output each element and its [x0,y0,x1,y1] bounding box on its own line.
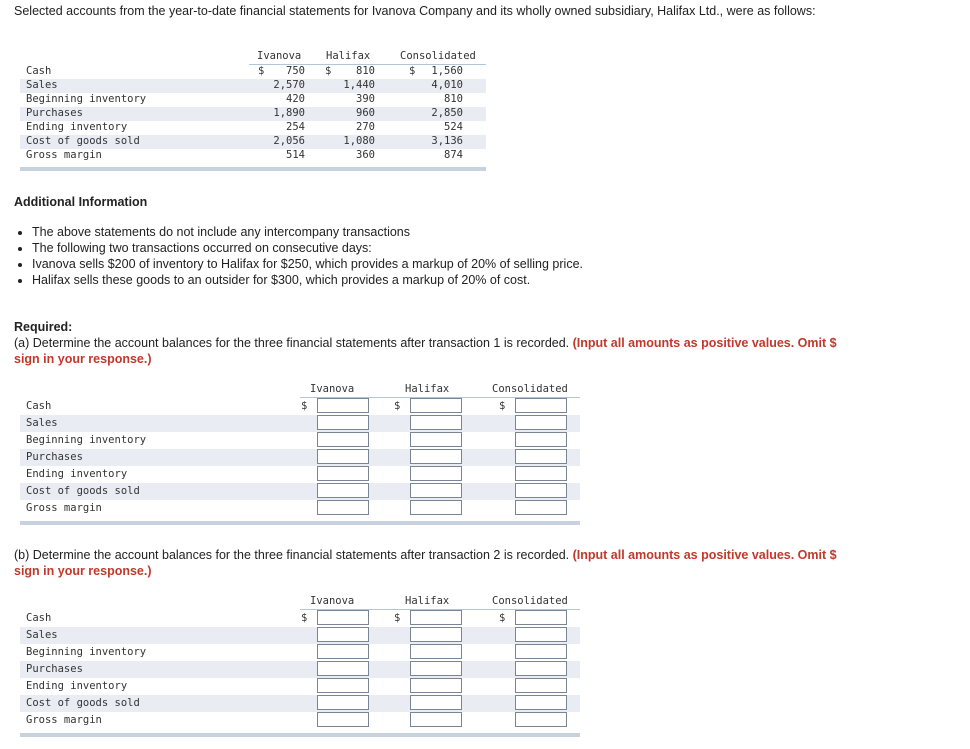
part-b-halifax-input[interactable] [410,661,462,676]
answer-row [20,500,580,517]
given-row [20,79,486,93]
ivanova-value: 514 [286,149,305,161]
ivanova-value: 2,056 [273,135,305,147]
part-a-instructions [14,335,854,367]
table-bottom-bar [20,521,580,525]
answer-row [20,712,580,729]
bullet-item: • The above statements do not include any intercompany transactions [32,224,914,240]
consolidated-dollar: $ [499,400,506,412]
halifax-dollar: $ [394,400,401,412]
ivanova-dollar: $ [301,612,308,624]
part-b-consolidated-input[interactable] [515,678,567,693]
given-row [20,65,486,79]
header-consolidated: Consolidated [492,383,568,395]
part-a-halifax-input[interactable] [410,483,462,498]
part-a-ivanova-input[interactable] [317,483,369,498]
ivanova-value: 750 [286,65,305,77]
part-a-halifax-input[interactable] [410,398,462,413]
header-consolidated: Consolidated [492,595,568,607]
row-label: Beginning inventory [26,434,147,446]
table-bottom-bar [20,167,486,171]
row-label: Cost of goods sold [26,697,140,709]
part-b-ivanova-input[interactable] [317,627,369,642]
part-b-ivanova-input[interactable] [317,695,369,710]
additional-info-list [14,224,914,288]
part-b-halifax-input[interactable] [410,678,462,693]
row-label: Purchases [26,107,83,119]
answer-row [20,432,580,449]
given-row [20,93,486,107]
answer-row [20,466,580,483]
halifax-dollar: $ [394,612,401,624]
part-b-consolidated-input[interactable] [515,712,567,727]
row-label: Purchases [26,451,83,463]
bullet-item: • Ivanova sells $200 of inventory to Halifax for $250, which provides a markup of 20% of selling price. [32,256,914,272]
row-label: Cash [26,612,52,624]
consolidated-dollar: $ [499,612,506,624]
header-ivanova: Ivanova [257,50,302,62]
answer-b-header [20,595,580,609]
row-label: Ending inventory [26,680,128,692]
part-a-ivanova-input[interactable] [317,415,369,430]
given-row [20,121,486,135]
ivanova-value: 1,890 [273,107,305,119]
ivanova-value: 254 [286,121,305,133]
part-b-consolidated-input[interactable] [515,627,567,642]
row-label: Cash [26,65,52,77]
halifax-value: 390 [356,93,375,105]
part-a-ivanova-input[interactable] [317,432,369,447]
part-a-note: (Input all amounts as positive values. Omit $ sign in your response.) [14,336,837,366]
part-a-halifax-input[interactable] [410,415,462,430]
halifax-value: 1,080 [343,135,375,147]
part-a-consolidated-input[interactable] [515,500,567,515]
row-label: Cash [26,400,52,412]
header-ivanova: Ivanova [310,595,355,607]
bullet-item: • The following two transactions occurred on consecutive days: [32,240,914,256]
row-label: Sales [26,79,58,91]
ivanova-value: 2,570 [273,79,305,91]
answer-row [20,483,580,500]
part-a-consolidated-input[interactable] [515,432,567,447]
part-b-halifax-input[interactable] [410,610,462,625]
halifax-value: 360 [356,149,375,161]
part-b-consolidated-input[interactable] [515,695,567,710]
row-label: Beginning inventory [26,93,147,105]
halifax-value: 810 [356,65,375,77]
header-halifax: Halifax [405,383,450,395]
given-row [20,135,486,149]
additional-info-heading: Additional Information [14,195,148,209]
bullet-item: • Halifax sells these goods to an outsider for $300, which provides a markup of 20% of cost. [32,272,914,288]
halifax-value: 270 [356,121,375,133]
given-accounts-table [20,50,486,171]
header-ivanova: Ivanova [310,383,355,395]
given-row [20,107,486,121]
row-label: Gross margin [26,149,102,161]
answer-row [20,644,580,661]
ivanova-dollar: $ [301,400,308,412]
part-a-consolidated-input[interactable] [515,449,567,464]
row-label: Beginning inventory [26,646,147,658]
answer-row [20,449,580,466]
header-halifax: Halifax [405,595,450,607]
part-a-consolidated-input[interactable] [515,415,567,430]
part-a-consolidated-input[interactable] [515,483,567,498]
answer-row [20,627,580,644]
consolidated-dollar: $ [409,65,416,77]
part-b-halifax-input[interactable] [410,712,462,727]
part-b-ivanova-input[interactable] [317,644,369,659]
answer-row [20,661,580,678]
part-b-ivanova-input[interactable] [317,712,369,727]
part-b-consolidated-input[interactable] [515,610,567,625]
halifax-value: 960 [356,107,375,119]
part-b-halifax-input[interactable] [410,627,462,642]
consolidated-value: 3,136 [431,135,463,147]
row-label: Ending inventory [26,468,128,480]
required-heading: Required: [14,320,73,334]
part-b-ivanova-input[interactable] [317,610,369,625]
part-b-halifax-input[interactable] [410,644,462,659]
part-a-consolidated-input[interactable] [515,398,567,413]
intro-text: Selected accounts from the year-to-date financial statements for Ivanova Company and its wholly owned subsidiary, Halifax Ltd., were as follows: [14,4,816,18]
ivanova-value: 420 [286,93,305,105]
halifax-dollar: $ [325,65,332,77]
part-b-consolidated-input[interactable] [515,661,567,676]
part-a-halifax-input[interactable] [410,432,462,447]
row-label: Gross margin [26,714,102,726]
answer-row [20,678,580,695]
row-label: Cost of goods sold [26,135,140,147]
given-row [20,149,486,163]
part-a-halifax-input[interactable] [410,466,462,481]
row-label: Sales [26,417,58,429]
header-consolidated: Consolidated [400,50,476,62]
part-a-ivanova-input[interactable] [317,398,369,413]
consolidated-value: 1,560 [431,65,463,77]
part-b-ivanova-input[interactable] [317,661,369,676]
consolidated-value: 4,010 [431,79,463,91]
part-b-text: (b) Determine the account balances for the three financial statements after transaction 2 is recorded. [14,548,573,562]
answer-row [20,610,580,627]
table-bottom-bar [20,733,580,737]
consolidated-value: 810 [444,93,463,105]
consolidated-value: 2,850 [431,107,463,119]
part-b-halifax-input[interactable] [410,695,462,710]
part-b-instructions [14,547,854,579]
answer-row [20,695,580,712]
part-b-consolidated-input[interactable] [515,644,567,659]
answer-row [20,398,580,415]
part-a-ivanova-input[interactable] [317,500,369,515]
part-a-consolidated-input[interactable] [515,466,567,481]
answer-row [20,415,580,432]
row-label: Cost of goods sold [26,485,140,497]
answer-table-b [20,595,580,737]
answer-table-a [20,383,580,525]
row-label: Gross margin [26,502,102,514]
halifax-value: 1,440 [343,79,375,91]
part-a-ivanova-input[interactable] [317,449,369,464]
part-a-halifax-input[interactable] [410,500,462,515]
row-label: Ending inventory [26,121,128,133]
row-label: Purchases [26,663,83,675]
consolidated-value: 524 [444,121,463,133]
part-a-halifax-input[interactable] [410,449,462,464]
part-b-note: (Input all amounts as positive values. Omit $ sign in your response.) [14,548,837,578]
header-halifax: Halifax [326,50,371,62]
answer-a-header [20,383,580,397]
row-label: Sales [26,629,58,641]
ivanova-dollar: $ [258,65,265,77]
consolidated-value: 874 [444,149,463,161]
part-b-ivanova-input[interactable] [317,678,369,693]
part-a-ivanova-input[interactable] [317,466,369,481]
part-a-text: (a) Determine the account balances for the three financial statements after transaction 1 is recorded. [14,336,573,350]
given-table-header [20,50,486,64]
